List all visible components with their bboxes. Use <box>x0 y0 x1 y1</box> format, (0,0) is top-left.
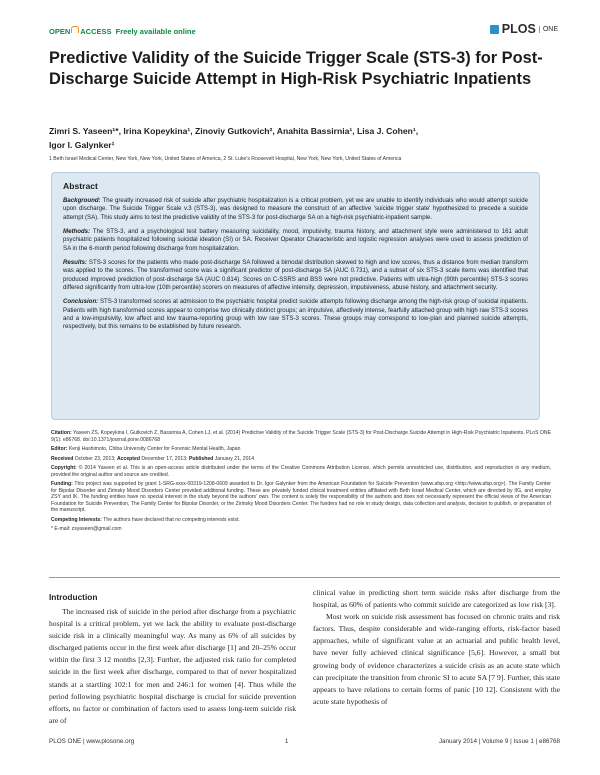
abstract-heading: Abstract <box>63 181 98 191</box>
abstract-conclusion: Conclusion: STS-3 transformed scores at admission to the psychiatric hospital predict suicide attempts following discharge among the high-risk group of suicidal inpatients. Patients with high transformed scores appear to comprise two clinically distinct groups; an impulsive, affectively intense, fearfully attached group with high raw STS-3 scores and a low-impulsivity, low affect and low trauma-reporting group with low raw STS-3 scores. These groups may correspond to low-plan and planned suicide attempts, respectively, but this remains to be established by future research. <box>63 298 528 331</box>
body-column-left <box>49 606 296 727</box>
email[interactable]: * E-mail: zsyaseen@gmail.com <box>51 526 122 532</box>
body-column-right <box>313 587 560 708</box>
plos-logo-icon <box>490 25 499 34</box>
freely-available: Freely available online <box>115 27 196 36</box>
section-heading-introduction: Introduction <box>49 592 98 602</box>
divider <box>49 577 560 578</box>
funding: Funding: This project was supported by grant 1-SRG-xxxx-00319-1208-0609 awarded to Dr. Igor Galynker from the American Foundation for Suicide Prevention (www.afsp.org <http://www.afsp.org>). The Family Center for Bipolar Disorder and Zirinsky Mood Disorders Center provided additional funding. These are privately funded clinical treatment entities affiliated with Beth Israel Medical Center, which are directed by IIG, and employ ZSY and IK. The funding entities have no special interest in the study beyond the authors' own. The content is solely the responsibility of the authors and does not necessarily represent the official views of the American Foundation for Suicide Prevention, The Family Center for Bipolar Disorder, or the Zirinsky Mood Disorders Center. The funders had no role in study design, data collection and analysis, decision to publish, or preparation of the manuscript. <box>51 481 552 513</box>
competing-interests: Competing Interests: The authors have declared that no competing interests exist. <box>51 516 240 523</box>
paragraph: Most work on suicide risk assessment has focused on chronic traits and risk factors. Thus, despite considerable and wide-ranging efforts, risk-factor based approaches, while of significant value at an actuarial and public health level, have never fully achieved clinical significance [5,6]. However, a small but growing body of evidence characterizes a suicide crisis as an acute state which can precipitate the transition from chronic SI to acute SA [7 9]. Further, this state appears to have relations to certain forms of panic [10 12]. Consistent with the acute state hypothesis of <box>313 612 560 706</box>
article-title: Predictive Validity of the Suicide Trigger Scale (STS-3) for Post-Discharge Suicide Attempt in High-Risk Psychiatric Inpatients <box>49 49 543 88</box>
open-access-label: OPEN ACCESS Freely available online <box>49 27 196 36</box>
abstract-results: Results: STS-3 scores for the patients who made post-discharge SA followed a bimodal distribution skewed to high and low scores, thus a distance from median transform was applied to the scores. The transformed score was a significant predictor of post-discharge SA (AUC 0.731), and a subset of six STS-3 scale items was identified that produced improved prediction of post-discharge SA (AUC 0.814). Scores on C-SSRS and BSS were not predictive. Patients with ultra-high (90th percentile) STS-3 scores differed significantly from ultra-low (10th percentile) scorers on measures of affective intensity, depression, impulsiveness, abuse history, and attachment security. <box>63 259 528 292</box>
abstract-methods: Methods: The STS-3, and a psychological test battery measuring suicidality, mood, impulsivity, trauma history, and attachment style were administered to 161 adult psychiatric patients hospitalized following suicidal ideation (SI) or SA. Receiver Operator Characteristic and logistic regression analyses were used to assess prediction of SA in the 6-month period following discharge from hospitalization. <box>63 228 528 252</box>
copyright: Copyright: © 2014 Yaseen et al. This is an open-access article distributed under the terms of the Creative Commons Attribution License, which permits unrestricted use, distribution, and reproduction in any medium, provided the original author and source are credited. <box>51 465 551 478</box>
paragraph: clinical value in predicting short term suicide risks after discharge from the hospital, as 60% of patients who commit suicide are categorized as low risk [3]. <box>313 588 560 610</box>
open-lock-icon <box>71 26 79 33</box>
editor: Editor: Kenji Hashimoto, Chiba University Center for Forensic Mental Health, Japan <box>51 446 241 452</box>
citation: Citation: Yaseen ZS, Kopeykina I, Gutkovich Z, Bassirnia A, Cohen LJ, et al. (2014) Predictive Validity of the Suicide Trigger Scale (STS-3) for Post-Discharge Suicide Attempt in High-Risk Psychiatric Inpatients. PLoS ONE 9(1): e86768. doi:10.1371/journal.pone.0086768 <box>51 430 551 443</box>
abstract-box <box>51 172 540 420</box>
paragraph: The increased risk of suicide in the period after discharge from a psychiatric hospital is a critical problem, yet we lack the ability to evaluate post-discharge suicide risk in a clinically meaningful way. As many as 6% of all suicides by discharged patients occur in the first week after discharge [1] and 20–25% occur within the first 3 12 months [2,3]. Further, the adjusted risk ratio for completed suicide in the first week after discharge, compared to that of never hospitalized stands at a startling 102:1 for men and 246:1 for women [4]. Thus while the period following psychiatric hospital discharge is crucial for suicide prevention efforts, no factor or combination of factors used to assess long-term suicide risk are of <box>49 607 296 725</box>
abstract-background: Background: The greatly increased risk of suicide after psychiatric hospitalization is a critical problem, yet we are unable to identify individuals who would attempt suicide upon discharge. The Suicide Trigger Scale v.3 (STS-3), was designed to measure the construct of an affective 'suicide trigger state' hypothesized to precede a suicide attempt (SA). This study aims to test the predictive validity of the STS-3 for post-discharge SA on a high-risk psychiatric-inpatient sample. <box>63 197 528 221</box>
journal-logo[interactable]: PLOS ONE <box>490 22 558 36</box>
dates: Received October 23, 2013; Accepted December 17, 2013; Published January 21, 2014 <box>51 455 255 462</box>
page-footer <box>49 738 560 745</box>
footer-issue: January 2014 | Volume 9 | Issue 1 | e86768 <box>438 738 560 745</box>
article-metadata <box>51 430 551 536</box>
author-list: Zimri S. Yaseen¹*, Irina Kopeykina¹, Zinoviy Gutkovich², Anahita Bassirnia¹, Lisa J. Cohen¹, Igor I. Galynker¹ <box>49 126 419 150</box>
affiliations: 1 Beth Israel Medical Center, New York, New York, United States of America, 2 St. Luke's Roosevelt Hospital, New York, New York, United States of America <box>49 156 402 162</box>
footer-journal[interactable]: PLOS ONE | www.plosone.org <box>49 738 135 745</box>
page-number: 1 <box>284 738 289 745</box>
